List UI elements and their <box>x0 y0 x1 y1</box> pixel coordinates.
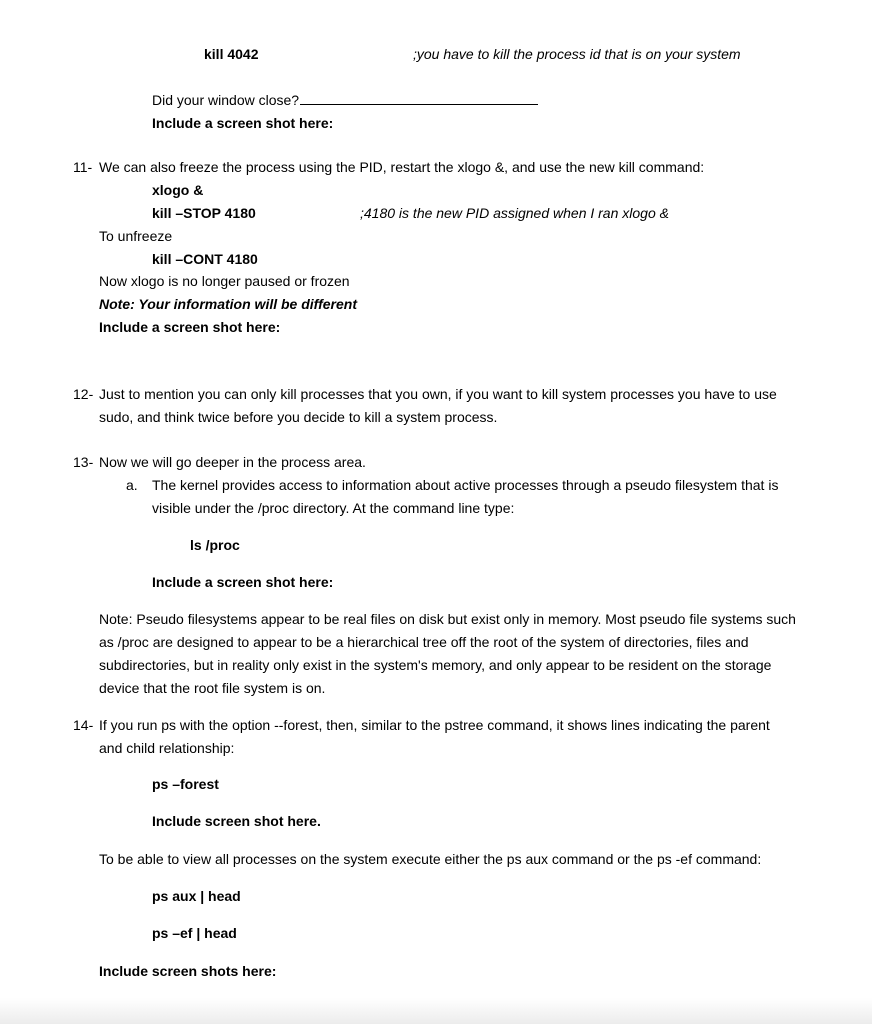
kill-comment: ;you have to kill the process id that is on your system <box>413 46 741 62</box>
step-12-number: 12- <box>73 386 94 402</box>
sub-item-a-line-2: visible under the /proc directory. At the command line type: <box>152 500 515 516</box>
step-13-number: 13- <box>73 454 94 470</box>
kill-stop-command: kill –STOP 4180 <box>152 205 256 221</box>
step-13-text: Now we will go deeper in the process area. <box>99 454 366 470</box>
window-close-question <box>152 89 538 112</box>
pseudo-fs-note-line-1: Note: Pseudo filesystems appear to be real files on disk but exist only in memory. Most pseudo file systems such <box>99 611 796 627</box>
view-all-processes-text: To be able to view all processes on the system execute either the ps aux command or the ps -ef command: <box>99 851 762 867</box>
pseudo-fs-note-line-3: subdirectories, but in reality only exist in the system's memory, and only appear to be resident on the storage <box>99 657 772 673</box>
ps-aux-command: ps aux | head <box>152 888 241 904</box>
screenshot-prompt-1: Include a screen shot here: <box>152 115 334 131</box>
xlogo-command: xlogo & <box>152 182 204 198</box>
screenshot-prompt-5: Include screen shots here: <box>99 963 277 979</box>
ps-forest-command: ps –forest <box>152 776 219 792</box>
sub-item-a-label: a. <box>126 477 138 493</box>
step-11-number: 11- <box>73 159 93 175</box>
page-bottom-shadow <box>0 998 872 1024</box>
step-12-line-1: Just to mention you can only kill processes that you own, if you want to kill system processes you have to use <box>99 386 777 402</box>
pseudo-fs-note-line-2: as /proc are designed to appear to be a hierarchical tree off the root of the system of directories, files and <box>99 634 749 650</box>
kill-cont-command: kill –CONT 4180 <box>152 251 258 267</box>
step-11-text: We can also freeze the process using the PID, restart the xlogo &, and use the new kill command: <box>99 159 705 175</box>
step-14-line-1: If you run ps with the option --forest, then, similar to the pstree command, it shows lines indicating the parent <box>99 717 770 733</box>
kill-4042-command: kill 4042 <box>204 46 259 62</box>
ps-ef-command: ps –ef | head <box>152 925 237 941</box>
screenshot-prompt-4: Include screen shot here. <box>152 813 321 829</box>
window-close-question-text: Did your window close? <box>152 92 300 108</box>
answer-blank-line <box>300 90 538 105</box>
no-longer-frozen-text: Now xlogo is no longer paused or frozen <box>99 273 350 289</box>
pseudo-fs-note-line-4: device that the root file system is on. <box>99 680 326 696</box>
ls-proc-command: ls /proc <box>190 537 240 553</box>
pid-comment: ;4180 is the new PID assigned when I ran xlogo & <box>360 205 669 221</box>
screenshot-prompt-2: Include a screen shot here: <box>99 319 281 335</box>
unfreeze-label: To unfreeze <box>99 228 173 244</box>
sub-item-a-line-1: The kernel provides access to information about active processes through a pseudo filesystem that is <box>152 477 779 493</box>
step-12-line-2: sudo, and think twice before you decide to kill a system process. <box>99 409 498 425</box>
info-different-note: Note: Your information will be different <box>99 296 357 312</box>
screenshot-prompt-3: Include a screen shot here: <box>152 574 334 590</box>
step-14-line-2: and child relationship: <box>99 740 235 756</box>
step-14-number: 14- <box>73 717 94 733</box>
